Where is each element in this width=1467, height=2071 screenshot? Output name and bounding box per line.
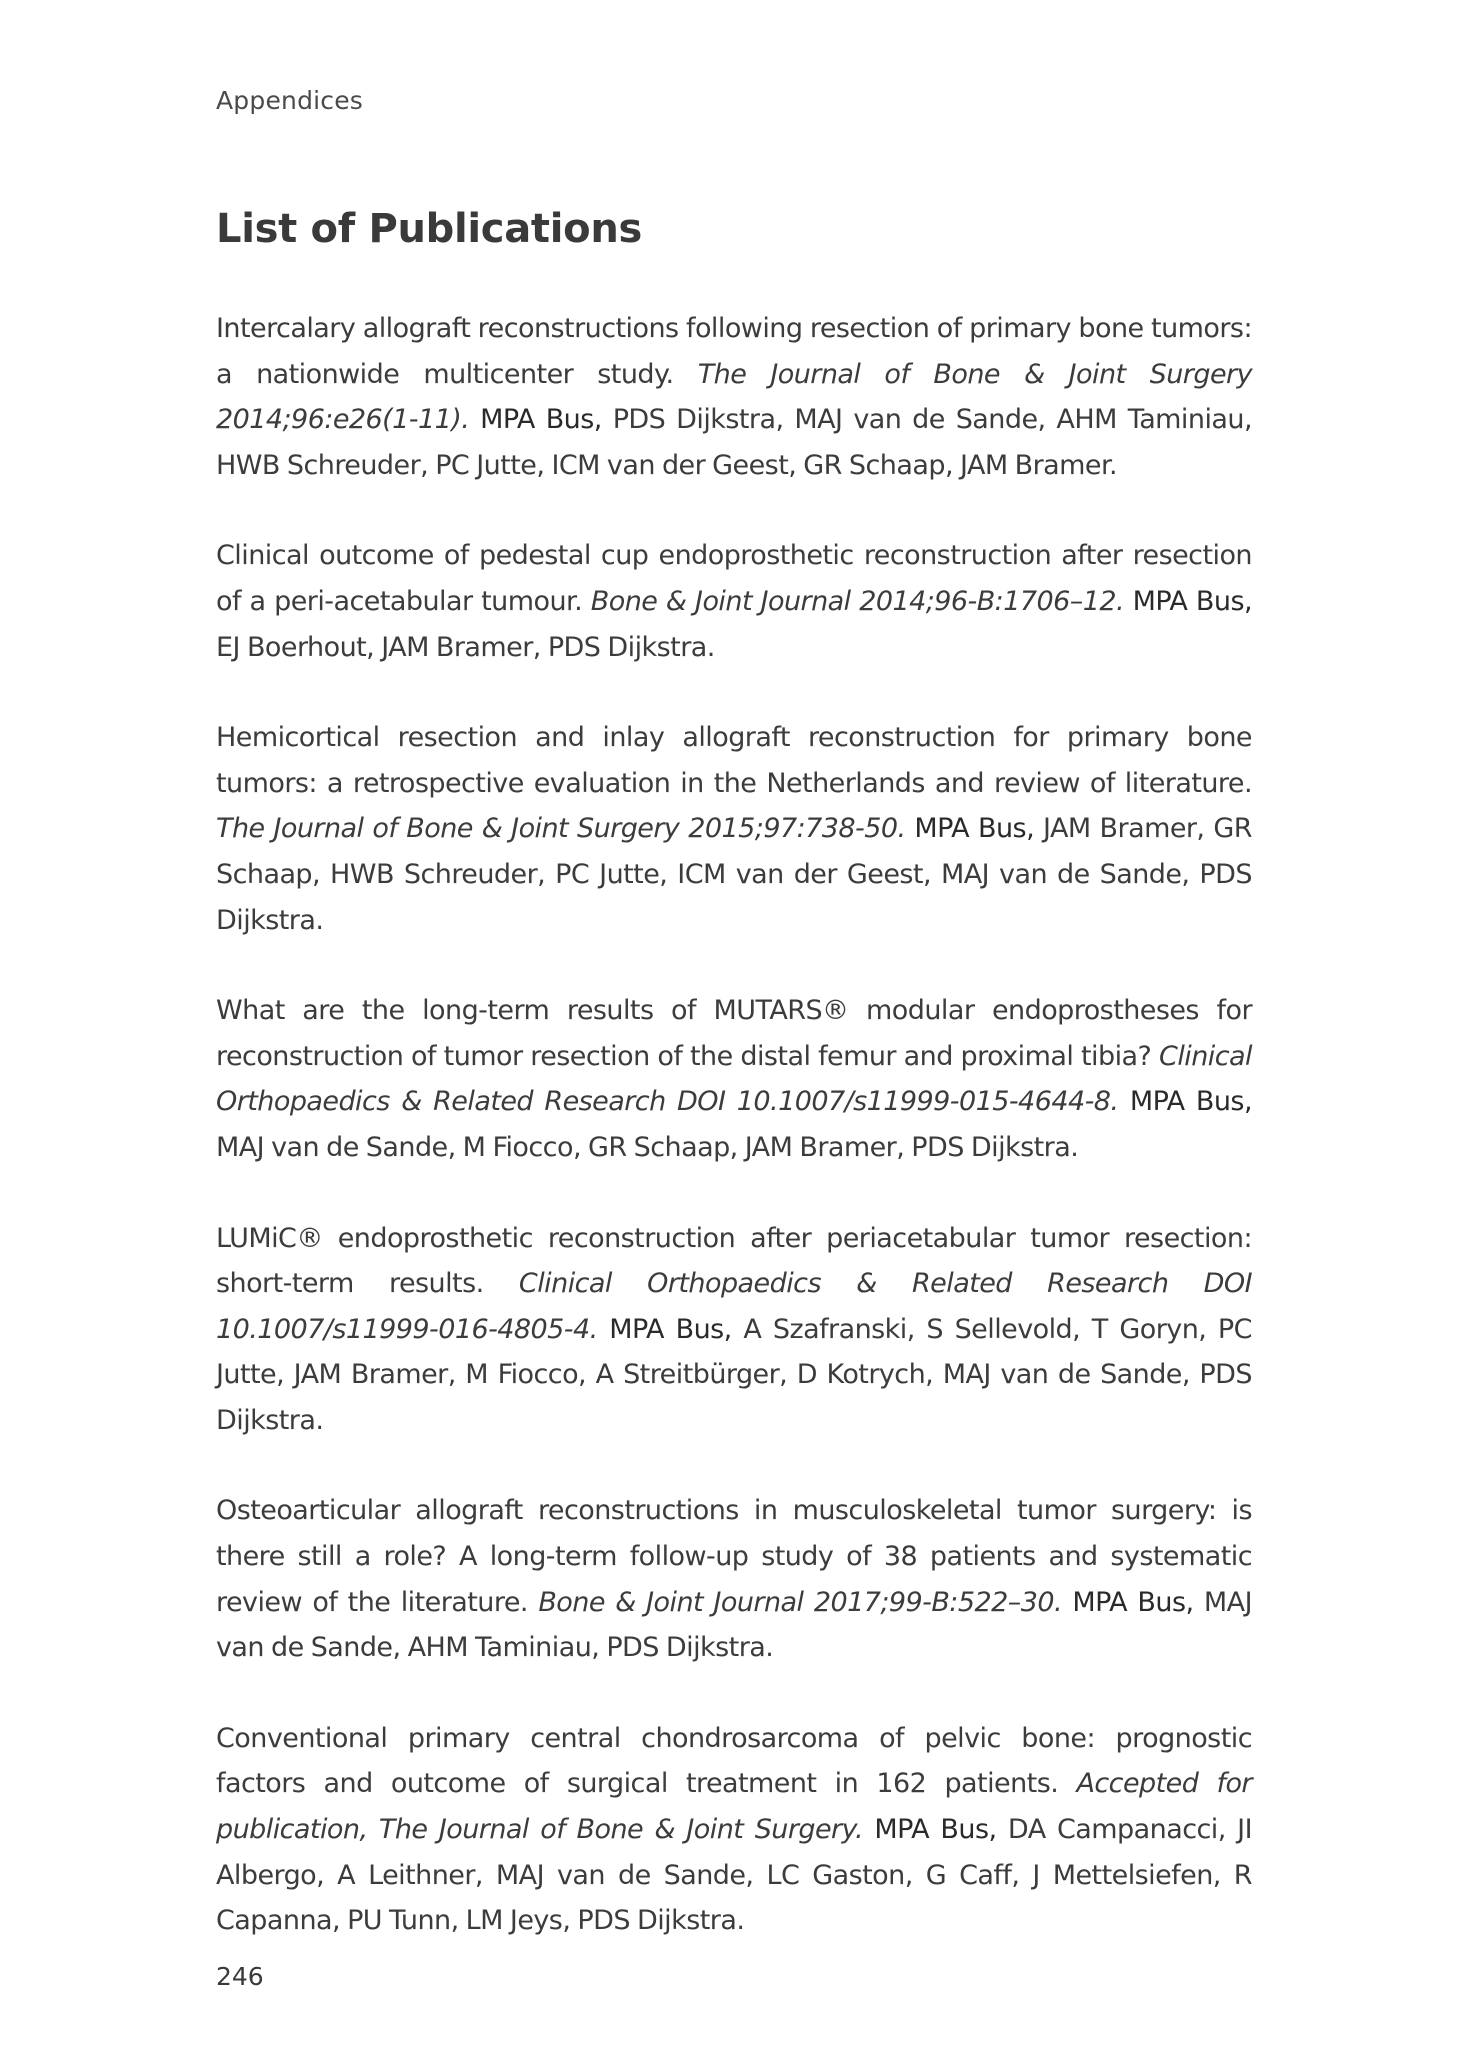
publication-journal: The Journal of Bone & Joint Surgery 2014;96:e26(1-11). [216,358,1252,436]
publication-lead-author: MPA Bus, [1129,1086,1252,1118]
publication-coauthors: MAJ van de Sande, AHM Taminiau, PDS Dijkstra. [216,1586,1252,1664]
publication-coauthors: A Szafranski, S Sellevold, T Goryn, PC Jutte, JAM Bramer, M Fiocco, A Streitbürger, D Kotrych, MAJ van de Sande, PDS Dijkstra. [216,1313,1252,1436]
publication-lead-author: MPA Bus, [609,1313,732,1345]
publication-coauthors: PDS Dijkstra, MAJ van de Sande, AHM Taminiau, HWB Schreuder, PC Jutte, ICM van der Geest, GR Schaap, JAM Bramer. [216,404,1252,481]
publication-entry [216,533,1252,670]
publication-lead-author: MPA Bus, [874,1814,997,1846]
publication-title: Clinical outcome of pedestal cup endoprosthetic reconstruction after resection of a peri-acetabular tumour. [216,540,1252,617]
publication-title: LUMiC® endoprosthetic reconstruction after periacetabular tumor resection: short-term results. [216,1222,1252,1300]
publication-entry [216,1716,1252,1944]
publication-title: What are the long-term results of MUTARS® modular endoprostheses for reconstruction of tumor resection of the distal femur and proximal tibia? [216,995,1252,1072]
page-number: 246 [216,1962,264,1991]
publication-entry [216,1488,1252,1670]
publication-journal: The Journal of Bone & Joint Surgery 2015;97:738-50. [216,813,906,845]
publication-coauthors: MAJ van de Sande, M Fiocco, GR Schaap, JAM Bramer, PDS Dijkstra. [216,1131,1079,1163]
publication-journal: Clinical Orthopaedics & Related Research DOI 10.1007/s11999-016-4805-4. [216,1268,1252,1345]
publication-title: Intercalary allograft reconstructions following resection of primary bone tumors: a nationwide multicenter study. [216,313,1252,390]
publication-entry [216,988,1252,1170]
publication-entry [216,715,1252,943]
publication-journal: Bone & Joint Journal 2014;96-B:1706–12. [590,585,1124,617]
publication-title: Conventional primary central chondrosarcoma of pelvic bone: prognostic factors and outcome of surgical treatment in 162 patients. [216,1722,1252,1800]
running-header: Appendices [216,86,364,115]
publication-coauthors: JAM Bramer, GR Schaap, HWB Schreuder, PC Jutte, ICM van der Geest, MAJ van de Sande, PDS Dijkstra. [216,813,1252,936]
publication-entry [216,1216,1252,1444]
publication-list [216,306,1252,1989]
publication-journal: Accepted for publication, The Journal of Bone & Joint Surgery. [216,1768,1252,1846]
publication-entry [216,306,1252,488]
publication-lead-author: MPA Bus, [1132,585,1252,617]
publication-lead-author: MPA Bus, [1072,1586,1194,1618]
publication-journal: Bone & Joint Journal 2017;99-B:522–30. [538,1586,1062,1618]
publication-coauthors: DA Campanacci, JI Albergo, A Leithner, MAJ van de Sande, LC Gaston, G Caff, J Mettelsiefen, R Capanna, PU Tunn, LM Jeys, PDS Dijkstra. [216,1814,1252,1937]
publication-lead-author: MPA Bus, [914,813,1035,845]
publication-lead-author: MPA Bus, [480,404,602,436]
publication-coauthors: EJ Boerhout, JAM Bramer, PDS Dijkstra. [216,631,715,663]
page-title: List of Publications [216,206,643,252]
publication-title: Osteoarticular allograft reconstructions in musculoskeletal tumor surgery: is there still a role? A long-term follow-up study of 38 patients and systematic review of the literature. [216,1495,1252,1618]
publication-title: Hemicortical resection and inlay allograft reconstruction for primary bone tumors: a retrospective evaluation in the Netherlands and review of literature. [216,722,1252,799]
publication-journal: Clinical Orthopaedics & Related Research DOI 10.1007/s11999-015-4644-8. [216,1040,1252,1118]
